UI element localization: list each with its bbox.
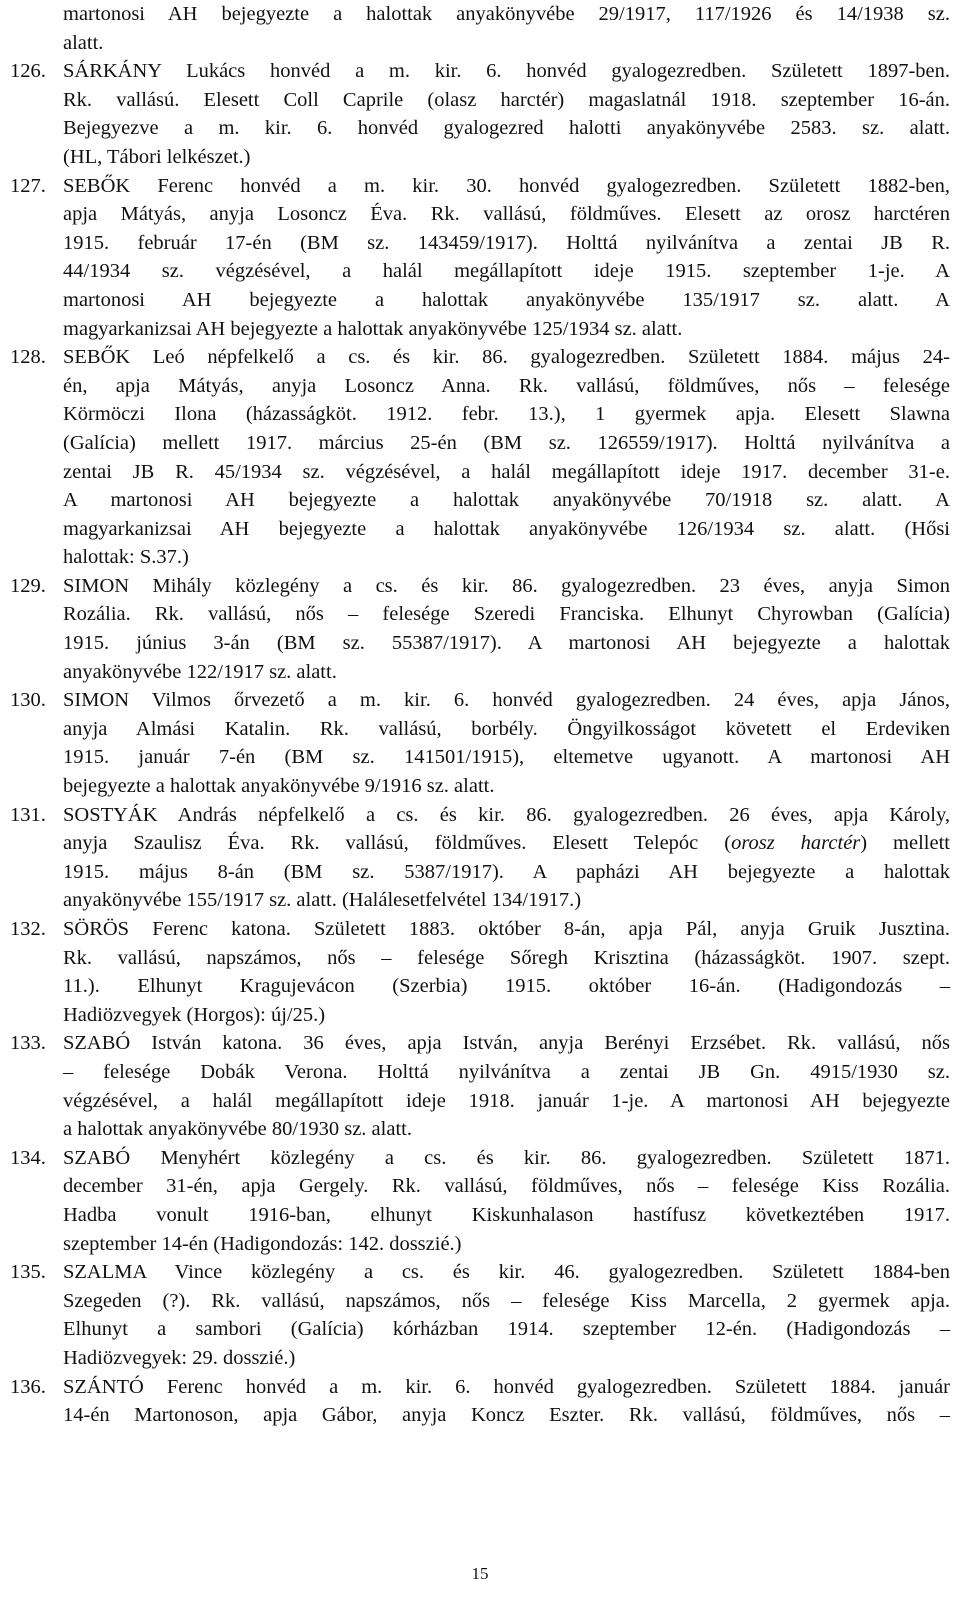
entry: [10, 686, 950, 800]
text-line: martonosi AH bejegyezte a halottak anyakönyvébe 135/1917 sz. alatt. A: [63, 288, 950, 311]
text-line: 44/1934 sz. végzésével, a halál megállapított ideje 1915. szeptember 1-je. A: [63, 260, 950, 283]
entry: [10, 1373, 950, 1430]
entry: [10, 572, 950, 686]
text-line: 14-én Martonoson, apja Gábor, anyja Koncz Eszter. Rk. vallású, földműves, nős –: [63, 1404, 950, 1427]
text-line: december 31-én, apja Gergely. Rk. vallású, földműves, nős – felesége Kiss Rozália.: [63, 1175, 950, 1198]
entry-number: 134.: [10, 1146, 46, 1169]
text-line: 1915. június 3-án (BM sz. 55387/1917). A martonosi AH bejegyezte a halottak: [63, 632, 950, 655]
entry-text: [63, 0, 950, 57]
text-line: Rk. vallású, napszámos, nős – felesége Sőregh Krisztina (házasságköt. 1907. szept.: [63, 946, 950, 969]
entry: [10, 1258, 950, 1372]
text-line: magyarkanizsai AH bejegyezte a halottak anyakönyvébe 125/1934 sz. alatt.: [63, 317, 683, 340]
text-line: anyakönyvébe 155/1917 sz. alatt. (Halálesetfelvétel 134/1917.): [63, 889, 582, 912]
text-line: Rozália. Rk. vallású, nős – felesége Szeredi Franciska. Elhunyt Chyrowban (Galícia): [63, 603, 950, 626]
continuation-paragraph: [10, 0, 950, 57]
entry-text: [63, 572, 950, 686]
text-line: 11.). Elhunyt Kragujevácon (Szerbia) 1915. október 16-án. (Hadigondozás –: [63, 975, 950, 998]
text-line: SZALMA Vince közlegény a cs. és kir. 46. gyalogezredben. Született 1884-ben: [63, 1261, 950, 1284]
text-line: SZÁNTÓ Ferenc honvéd a m. kir. 6. honvéd gyalogezredben. Született 1884. január: [63, 1375, 950, 1398]
text-line: SOSTYÁK András népfelkelő a cs. és kir. 86. gyalogezredben. 26 éves, apja Károly,: [63, 803, 950, 826]
text-line: anyja Almási Katalin. Rk. vallású, borbély. Öngyilkosságot követett el Erdeviken: [63, 717, 950, 740]
text-line: martonosi AH bejegyezte a halottak anyakönyvébe 29/1917, 117/1926 és 14/1938 sz.: [63, 3, 950, 25]
entry-number: 136.: [10, 1375, 46, 1398]
text-line: SEBŐK Ferenc honvéd a m. kir. 30. honvéd gyalogezredben. Született 1882-ben,: [63, 174, 950, 197]
entry: [10, 1144, 950, 1258]
text-line: apja Mátyás, anyja Losoncz Éva. Rk. vallású, földműves. Elesett az orosz harctéren: [63, 203, 950, 226]
text-line: én, apja Mátyás, anyja Losoncz Anna. Rk. vallású, földműves, nős – felesége: [63, 374, 950, 397]
text-line: (Galícia) mellett 1917. március 25-én (BM sz. 126559/1917). Holttá nyilvánítva a: [63, 431, 950, 454]
text-line: Bejegyezve a m. kir. 6. honvéd gyalogezred halotti anyakönyvébe 2583. sz. alatt.: [63, 117, 950, 140]
entry-text: [63, 1258, 950, 1372]
entry-text: [63, 1029, 950, 1143]
entry-number: 129.: [10, 574, 46, 597]
text-line: Hadiözvegyek (Horgos): új/25.): [63, 1003, 326, 1026]
entry: [10, 801, 950, 915]
text-line: 1915. május 8-án (BM sz. 5387/1917). A papházi AH bejegyezte a halottak: [63, 860, 950, 883]
text-line: SÖRÖS Ferenc katona. Született 1883. október 8-án, apja Pál, anyja Gruik Jusztina.: [63, 918, 950, 940]
text-line: Szegeden (?). Rk. vallású, napszámos, nős – felesége Kiss Marcella, 2 gyermek apja.: [63, 1289, 950, 1312]
entry-text: [63, 57, 950, 171]
entry-number: 127.: [10, 174, 46, 197]
text-line: anyakönyvébe 122/1917 sz. alatt.: [63, 660, 337, 683]
entry-number: 130.: [10, 689, 46, 712]
text-line: Rk. vallású. Elesett Coll Caprile (olasz harctér) magaslatnál 1918. szeptember 16-án.: [63, 88, 950, 111]
text-line: SÁRKÁNY Lukács honvéd a m. kir. 6. honvéd gyalogezredben. Született 1897-ben.: [63, 60, 950, 83]
text-line: SEBŐK Leó népfelkelő a cs. és kir. 86. gyalogezredben. Született 1884. május 24-: [63, 346, 950, 369]
entry-number: 132.: [10, 918, 46, 940]
entry-text: [63, 801, 950, 915]
text-line: A martonosi AH bejegyezte a halottak anyakönyvébe 70/1918 sz. alatt. A: [63, 489, 950, 512]
entry-number: 128.: [10, 346, 46, 369]
entry: [10, 343, 950, 572]
text-line: zentai JB R. 45/1934 sz. végzésével, a halál megállapított ideje 1917. december 31-e.: [63, 460, 950, 483]
text-line: bejegyezte a halottak anyakönyvébe 9/1916 sz. alatt.: [63, 775, 495, 798]
text-line: végzésével, a halál megállapított ideje 1918. január 1-je. A martonosi AH bejegyezte: [63, 1089, 950, 1112]
text-line: Körmöczi Ilona (házasságköt. 1912. febr. 13.), 1 gyermek apja. Elesett Slawna: [63, 403, 950, 426]
text-line: SIMON Vilmos őrvezető a m. kir. 6. honvéd gyalogezredben. 24 éves, apja János,: [63, 689, 950, 712]
entry: [10, 1029, 950, 1143]
text-line: (HL, Tábori lelkészet.): [63, 145, 251, 168]
entry-number: 126.: [10, 60, 46, 83]
entry-text: [63, 343, 950, 572]
entry-text: [63, 1144, 950, 1258]
italic-text: orosz harctér: [731, 832, 861, 855]
text-line: szeptember 14-én (Hadigondozás: 142. dosszié.): [63, 1232, 462, 1255]
text-line: SIMON Mihály közlegény a cs. és kir. 86. gyalogezredben. 23 éves, anyja Simon: [63, 574, 950, 597]
document-body: [10, 0, 950, 1430]
text-line: Hadiözvegyek: 29. dosszié.): [63, 1346, 296, 1369]
page-number: 15: [471, 1564, 489, 1583]
entry-text: [63, 1373, 950, 1430]
text-line: a halottak anyakönyvébe 80/1930 sz. alatt.: [63, 1118, 412, 1141]
text-line: – felesége Dobák Verona. Holttá nyilvánítva a zentai JB Gn. 4915/1930 sz.: [63, 1060, 950, 1083]
text-line: 1915. január 7-én (BM sz. 141501/1915), eltemetve ugyanott. A martonosi AH: [63, 746, 950, 769]
entry-number: 133.: [10, 1032, 46, 1055]
entry: [10, 57, 950, 171]
entry-number-placeholder: [10, 0, 63, 57]
entry-text: [63, 172, 950, 344]
entry-text: [63, 915, 950, 1029]
text-line: SZABÓ István katona. 36 éves, apja István, anyja Berényi Erzsébet. Rk. vallású, nős: [63, 1032, 950, 1055]
entry: [10, 915, 950, 1029]
text-line: alatt.: [63, 31, 104, 54]
text-line: anyja Szaulisz Éva. Rk. vallású, földműves. Elesett Telepóc (orosz harctér) mellett: [63, 832, 950, 855]
text-line: halottak: S.37.): [63, 546, 189, 569]
text-line: magyarkanizsai AH bejegyezte a halottak anyakönyvébe 126/1934 sz. alatt. (Hősi: [63, 517, 950, 540]
entry-list: [10, 57, 950, 1430]
entry-number: 135.: [10, 1261, 46, 1284]
entry-text: [63, 686, 950, 800]
text-line: 1915. február 17-én (BM sz. 143459/1917). Holttá nyilvánítva a zentai JB R.: [63, 231, 950, 254]
text-line: SZABÓ Menyhért közlegény a cs. és kir. 86. gyalogezredben. Született 1871.: [63, 1146, 950, 1169]
text-line: Hadba vonult 1916-ban, elhunyt Kiskunhalason hastífusz következtében 1917.: [63, 1203, 950, 1226]
entry-number: 131.: [10, 803, 46, 826]
text-line: Elhunyt a sambori (Galícia) kórházban 1914. szeptember 12-én. (Hadigondozás –: [63, 1318, 950, 1341]
entry: [10, 172, 950, 344]
